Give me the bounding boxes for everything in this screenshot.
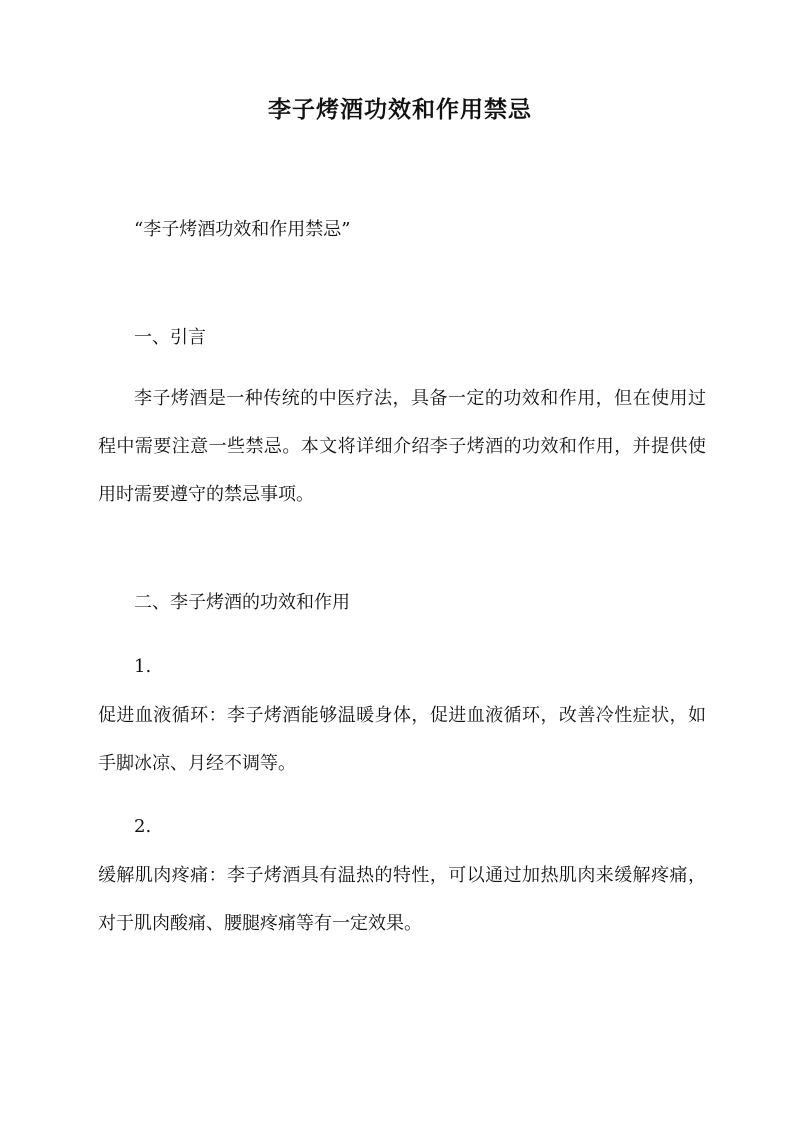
section-heading-introduction: 一、引言 bbox=[134, 327, 206, 348]
list-item-number-2: 2. bbox=[134, 816, 152, 837]
section-heading-effects: 二、李子烤酒的功效和作用 bbox=[134, 592, 350, 613]
introduction-paragraph: 李子烤酒是一种传统的中医疗法，具备一定的功效和作用，但在使用过程中需要注意一些禁忌。本文将详细介绍李子烤酒的功效和作用，并提供使用时需要遵守的禁忌事项。 bbox=[98, 388, 706, 505]
quoted-title: “李子烤酒功效和作用禁忌” bbox=[134, 219, 351, 240]
list-item-text-2: 缓解肌肉疼痛：李子烤酒具有温热的特性，可以通过加热肌肉来缓解疼痛，对于肌肉酸痛、腰腿疼痛等有一定效果。 bbox=[98, 865, 706, 934]
list-item-text-1: 促进血液循环：李子烤酒能够温暖身体，促进血液循环，改善冷性症状，如手脚冰凉、月经不调等。 bbox=[98, 705, 706, 774]
list-item-number-1: 1. bbox=[134, 656, 152, 677]
document-title: 李子烤酒功效和作用禁忌 bbox=[268, 96, 532, 123]
